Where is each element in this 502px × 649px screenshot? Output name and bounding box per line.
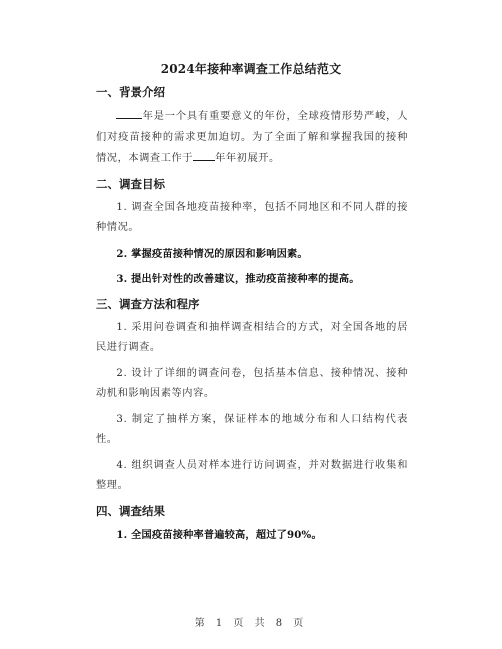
year-blank-2 [193, 148, 215, 161]
background-text-2: 年年初展开。 [215, 153, 280, 164]
section-heading-methods: 三、调查方法和程序 [96, 296, 200, 311]
method-item-1: 1. 采用问卷调查和抽样调查相结合的方式，对全国各地的居民进行调查。 [96, 321, 408, 353]
goal-item-2: 2. 掌握疫苗接种情况的原因和影响因素。 [116, 247, 308, 260]
page-number-footer: 第 1 页 共 8 页 [194, 618, 308, 629]
goal-item-1: 1. 调查全国各地疫苗接种率，包括不同地区和不同人群的接种情况。 [96, 201, 408, 233]
document-body [96, 83, 408, 550]
background-paragraph [96, 106, 408, 170]
result-item-1: 1. 全国疫苗接种率普遍较高，超过了90%。 [116, 528, 322, 541]
section-heading-goals: 二、调查目标 [96, 176, 165, 191]
section-heading-results: 四、调查结果 [96, 503, 165, 518]
method-item-3: 3. 制定了抽样方案，保证样本的地域分布和人口结构代表性。 [96, 413, 408, 445]
year-blank-1 [116, 106, 142, 119]
background-text-1: 年是一个具有重要意义的年份，全球疫情形势严峻，人们对疫苗接种的需求更加迫切。为了全面了解和掌握我国的接种情况，本调查工作于 [96, 111, 408, 164]
document-title: 2024年接种率调查工作总结范文 [160, 62, 342, 76]
method-item-2: 2. 设计了详细的调查问卷，包括基本信息、接种情况、接种动机和影响因素等内容。 [96, 367, 408, 399]
method-item-4: 4. 组织调查人员对样本进行访问调查，并对数据进行收集和整理。 [96, 459, 408, 491]
goal-item-3: 3. 提出针对性的改善建议，推动疫苗接种率的提高。 [116, 273, 360, 285]
section-heading-background: 一、背景介绍 [96, 85, 165, 99]
